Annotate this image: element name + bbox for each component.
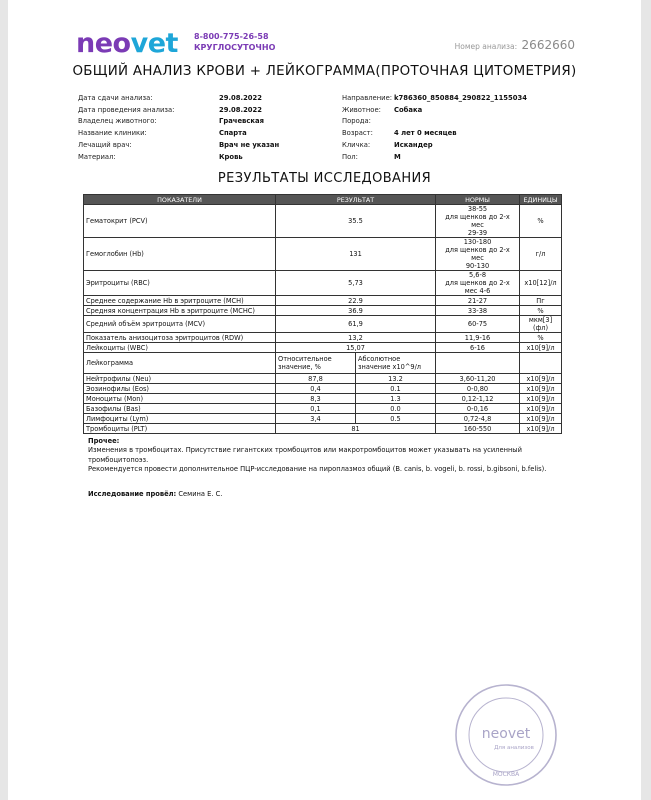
hours-label: КРУГЛОСУТОЧНО xyxy=(194,43,276,52)
neovet-logo: neovet xyxy=(76,28,178,59)
info-row: Пол: М xyxy=(342,152,401,161)
report-page xyxy=(8,0,641,800)
info-row: Лечащий врач: Врач не указан xyxy=(78,140,280,149)
info-left xyxy=(78,93,279,163)
phone-number: 8-800-775-26-58 xyxy=(194,32,269,41)
table-row: Гемоглобин (Hb) 131 130-180 для щенков до 2-х мес 90-130 г/л xyxy=(84,238,562,271)
leukogram-row: Базофилы (Bas) 0,1 0.0 0-0,16 х10[9]/л xyxy=(84,404,562,414)
info-row: Направление: k786360_850884_290822_1155034 xyxy=(342,94,527,102)
table-row: Средняя концентрация Hb в эритроците (MCHC) 36.9 33-38 % xyxy=(84,306,562,316)
header-result: РЕЗУЛЬТАТ xyxy=(276,195,436,205)
table-row: Гематокрит (PCV) 35.5 38-55 для щенков до 2-х мес 29-39 % xyxy=(84,205,562,238)
contact-block xyxy=(194,31,275,53)
note-line: Рекомендуется провести дополнительное ПЦР-исследование на пироплазмоз общий (B. canis, b. vogeli, b. rossi, b.gibsoni, b.felis). xyxy=(88,465,547,474)
leukogram-row: Лимфоциты (Lym) 3,4 0.5 0,72-4,8 х10[9]/л xyxy=(84,414,562,424)
info-row: Кличка: Искандер xyxy=(342,140,433,149)
table-header-row xyxy=(84,195,562,205)
table-row: Показатель анизоцитоза эритроцитов (RDW) 13,2 11,9-16 % xyxy=(84,333,562,343)
report-title: ОБЩИЙ АНАЛИЗ КРОВИ + ЛЕЙКОГРАММА(ПРОТОЧНАЯ ЦИТОМЕТРИЯ) xyxy=(72,64,577,79)
results-title: РЕЗУЛЬТАТЫ ИССЛЕДОВАНИЯ xyxy=(217,171,432,186)
info-row: Владелец животного: Грачевская xyxy=(78,117,264,126)
table-row: Лейкоциты (WBC) 15,07 6-16 х10[9]/л xyxy=(84,343,562,353)
info-row: Название клиники: Спарта xyxy=(78,129,247,138)
order-number-label: Номер анализа: xyxy=(454,42,518,51)
order-number: 2662660 xyxy=(521,38,575,52)
stamp-sub: Для анализов xyxy=(494,745,534,751)
header-norms: НОРМЫ xyxy=(436,195,520,205)
notes-heading: Прочее: xyxy=(88,437,120,445)
stamp-city: МОСКВА xyxy=(492,771,520,778)
header-units: ЕДИНИЦЫ xyxy=(520,195,562,205)
examiner-line xyxy=(88,490,222,499)
leukogram-row: Моноциты (Mon) 8,3 1.3 0,12-1,12 х10[9]/л xyxy=(84,394,562,404)
table-row: Тромбоциты (PLT) 81 160-550 х10[9]/л xyxy=(84,424,562,434)
clinic-stamp xyxy=(454,683,558,787)
examiner-label: Исследование провёл: xyxy=(88,490,177,498)
leukogram-row: Эозинофилы (Eos) 0,4 0.1 0-0,80 х10[9]/л xyxy=(84,384,562,394)
examiner-name: Семина Е. С. xyxy=(178,490,223,498)
table-row: Среднее содержание Hb в эритроците (MCH) 22.9 21-27 Пг xyxy=(84,296,562,306)
info-row: Возраст: 4 лет 0 месяцев xyxy=(342,129,457,138)
leukogram-row: Нейтрофилы (Neu) 87,8 13.2 3,60-11,20 х10[9]/л xyxy=(84,374,562,384)
leukogram-header-row: Лейкограмма Относительное значение, % Абсолютное значение х10^9/л xyxy=(84,353,562,374)
order-number-block xyxy=(455,38,575,52)
header-indicator: ПОКАЗАТЕЛИ xyxy=(84,195,276,205)
table-row: Средний объём эритроцита (MCV) 61,9 60-75 мкм[3](фл) xyxy=(84,316,562,333)
info-row: Дата сдачи анализа: 29.08.2022 xyxy=(78,94,262,102)
note-line: тромбоцитопоэз. xyxy=(88,455,149,464)
table-row: Эритроциты (RBC) 5,73 5,6-8 для щенков до 2-х мес 4-6 х10[12]/л xyxy=(84,271,562,296)
results-table xyxy=(83,194,562,434)
info-row: Материал: Кровь xyxy=(78,152,243,161)
info-row: Дата проведения анализа: 29.08.2022 xyxy=(78,105,262,114)
info-row: Животное: Собака xyxy=(342,105,423,114)
info-right xyxy=(342,93,527,163)
notes-block xyxy=(88,437,546,475)
note-line: Изменения в тромбоцитах. Присутствие гигантских тромбоцитов или макротромбоцитов может указывать на усиленный xyxy=(88,446,522,455)
stamp-brand: neovet xyxy=(481,726,531,742)
info-row: Порода: xyxy=(342,117,371,126)
